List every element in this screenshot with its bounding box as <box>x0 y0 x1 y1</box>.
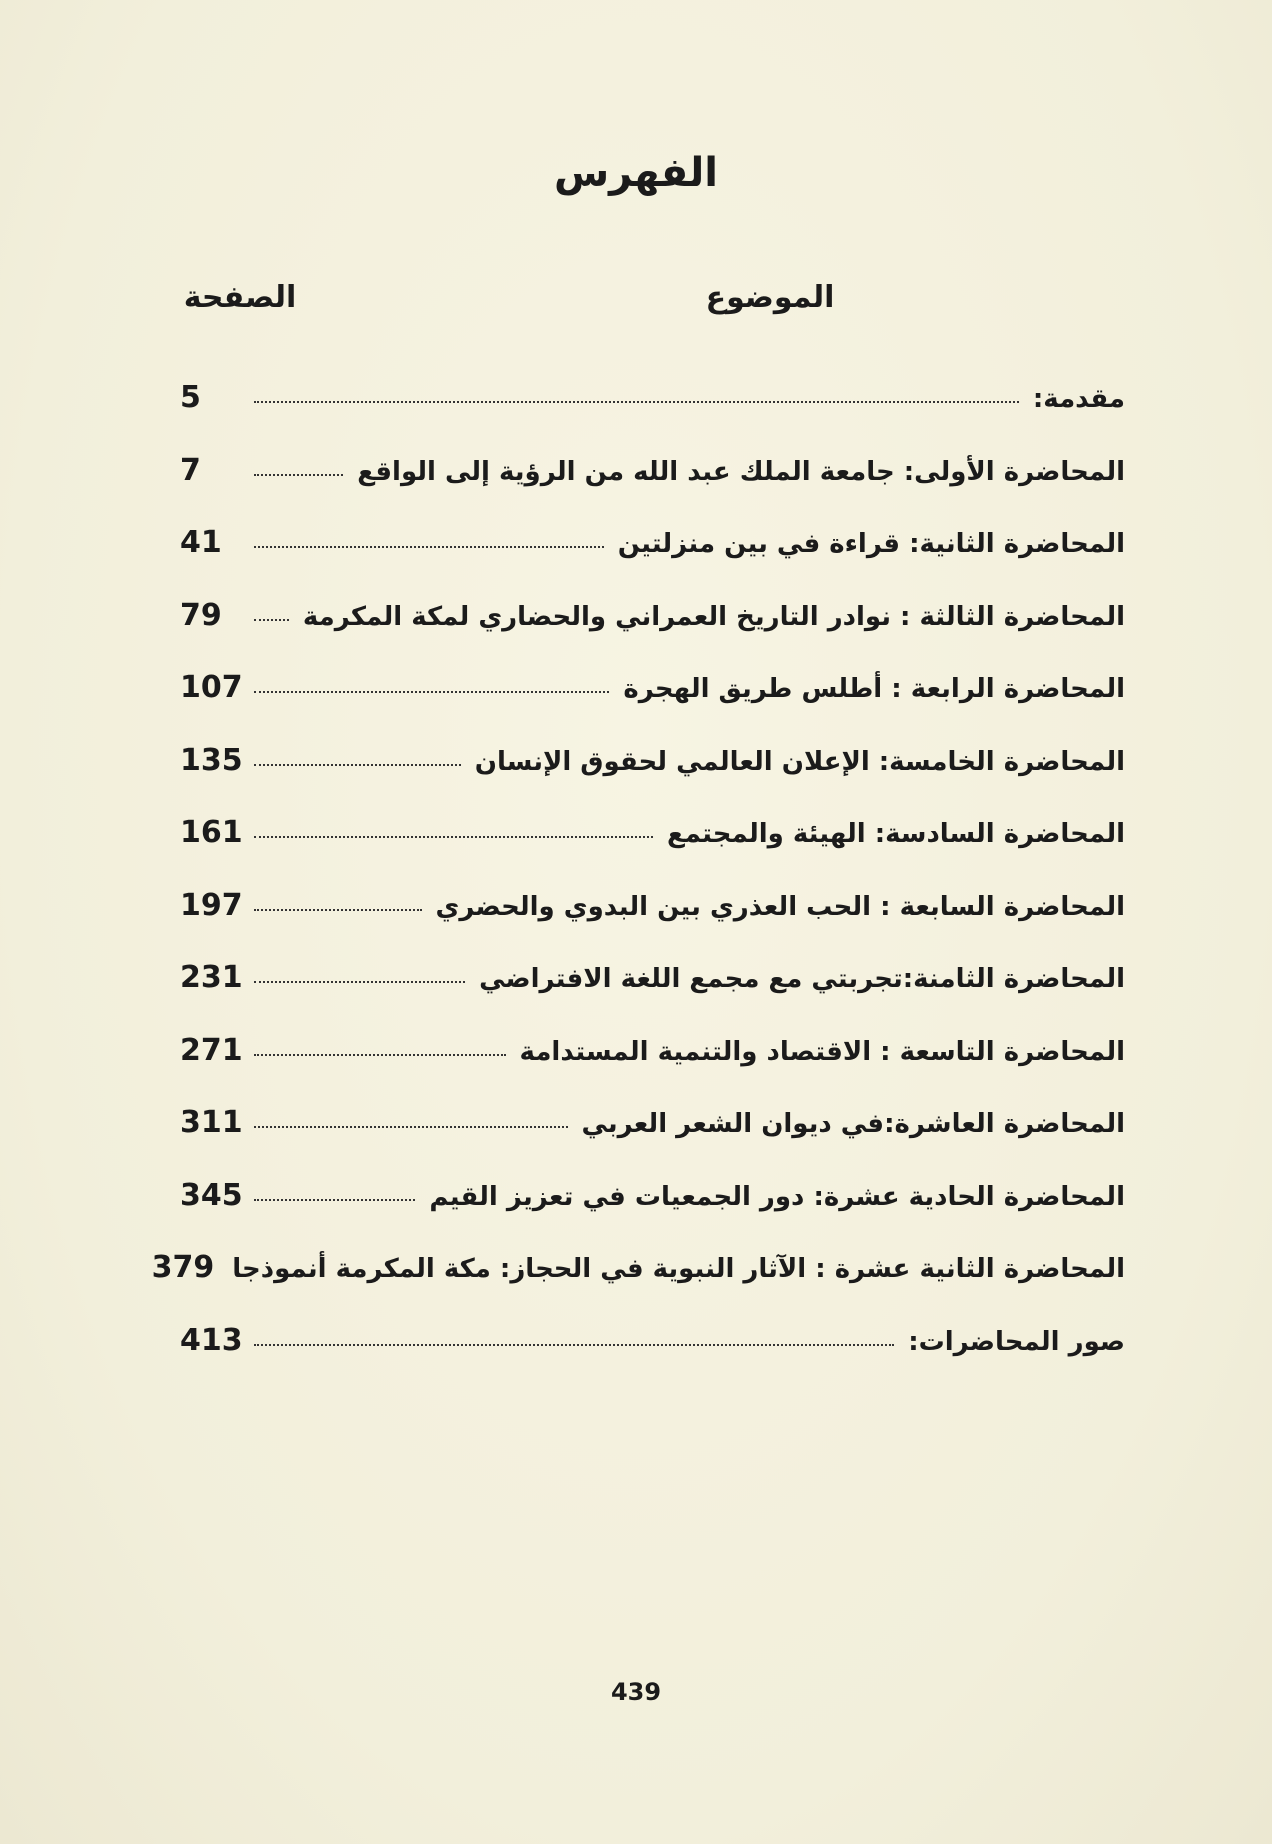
toc-entry-lecture-10 <box>180 1105 1125 1178</box>
toc-entry-page: 345 <box>180 1177 243 1213</box>
toc-entry-title: المحاضرة الأولى: جامعة الملك عبد الله من الرؤية إلى الواقع <box>357 456 1125 487</box>
toc-entry-title: المحاضرة الثانية: قراءة في بين منزلتين <box>617 529 1125 559</box>
column-header-topic: الموضوع <box>705 280 835 315</box>
toc-entry-lecture-7 <box>180 888 1125 961</box>
toc-entry-lecture-9 <box>180 1033 1125 1106</box>
toc-entry-lecture-5 <box>180 743 1125 816</box>
toc-entry-title: المحاضرة الثامنة:تجربتي مع مجمع اللغة الافتراضي <box>479 964 1125 994</box>
toc-entry-title: المحاضرة الحادية عشرة: دور الجمعيات في تعزيز القيم <box>429 1181 1125 1212</box>
toc-entry-page: 41 <box>180 525 222 560</box>
toc-entry-page: 7 <box>180 452 201 488</box>
dot-leader <box>254 836 653 838</box>
toc-entry-title: المحاضرة الخامسة: الإعلان العالمي لحقوق الإنسان <box>474 746 1125 777</box>
dot-leader <box>254 619 289 621</box>
toc-entry-lecture-1 <box>180 453 1125 526</box>
toc-entry-photos <box>180 1323 1125 1396</box>
toc-entry-title: صور المحاضرات: <box>908 1326 1125 1357</box>
toc-entry-page: 107 <box>180 670 243 705</box>
page-title: الفهرس <box>553 150 718 196</box>
toc-entry-page: 197 <box>180 887 243 923</box>
toc-entry-title: المحاضرة الرابعة : أطلس طريق الهجرة <box>623 674 1125 704</box>
toc-entry-lecture-2 <box>180 525 1125 598</box>
toc-entry-title: المحاضرة السابعة : الحب العذري بين البدوي والحضري <box>435 891 1125 922</box>
toc-entry-title: المحاضرة العاشرة:في ديوان الشعر العربي <box>581 1109 1125 1139</box>
toc-entry-introduction <box>180 380 1125 453</box>
toc-entry-page: 161 <box>180 815 243 850</box>
toc-entry-title: مقدمة: <box>1032 384 1125 414</box>
toc-entry-page: 271 <box>180 1032 243 1068</box>
column-header-page: الصفحة <box>183 280 297 315</box>
dot-leader <box>254 764 461 766</box>
toc-entry-lecture-6 <box>180 815 1125 888</box>
dot-leader <box>254 1126 568 1128</box>
toc-entry-lecture-4 <box>180 670 1125 743</box>
toc-entry-title: المحاضرة الثانية عشرة : الآثار النبوية في الحجاز: مكة المكرمة أنموذجا <box>232 1254 1125 1284</box>
toc-entry-page: 231 <box>180 960 243 995</box>
dot-leader <box>254 909 422 911</box>
toc-entry-page: 413 <box>180 1322 243 1358</box>
dot-leader <box>254 474 343 476</box>
toc-entry-page: 311 <box>180 1105 243 1140</box>
dot-leader <box>254 1054 506 1056</box>
toc-entry-lecture-12 <box>151 1250 1125 1323</box>
toc-entry-page: 379 <box>151 1250 215 1285</box>
dot-leader <box>254 1199 415 1201</box>
page-number: 439 <box>610 1678 662 1706</box>
toc-entry-lecture-11 <box>180 1178 1125 1251</box>
dot-leader <box>254 1344 894 1346</box>
dot-leader <box>254 691 609 693</box>
toc-entry-title: المحاضرة السادسة: الهيئة والمجتمع <box>666 819 1125 849</box>
dot-leader <box>254 981 465 983</box>
dot-leader <box>254 546 604 548</box>
table-of-contents <box>151 380 1125 1395</box>
toc-entry-title: المحاضرة التاسعة : الاقتصاد والتنمية المستدامة <box>519 1036 1125 1067</box>
toc-entry-lecture-8 <box>180 960 1125 1033</box>
toc-entry-page: 5 <box>180 380 201 415</box>
dot-leader <box>254 401 1019 403</box>
toc-entry-page: 79 <box>180 597 222 633</box>
toc-entry-page: 135 <box>180 742 243 778</box>
toc-entry-lecture-3 <box>180 598 1125 671</box>
toc-entry-title: المحاضرة الثالثة : نوادر التاريخ العمراني والحضاري لمكة المكرمة <box>302 601 1125 632</box>
